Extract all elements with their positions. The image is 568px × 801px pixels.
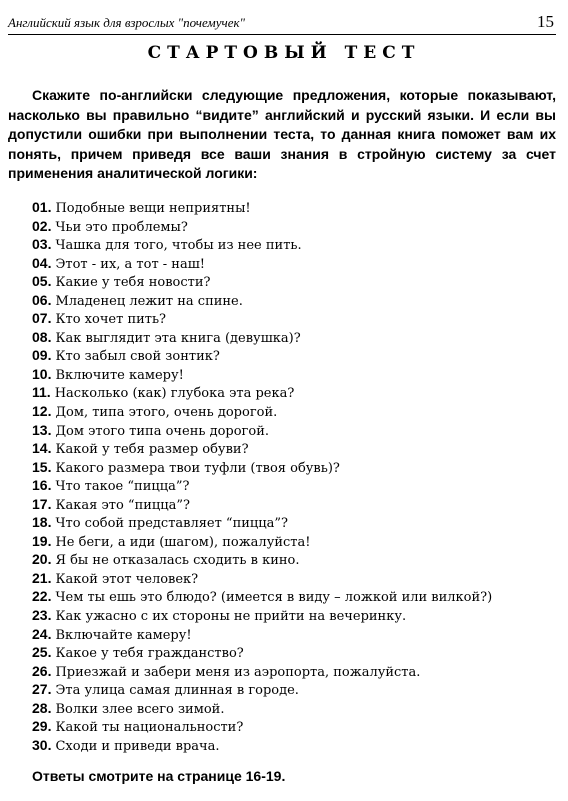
item-text: Как выглядит эта книга (девушка)? xyxy=(55,330,301,346)
list-item xyxy=(32,699,562,718)
item-text: Чьи это проблемы? xyxy=(55,219,188,235)
list-item xyxy=(32,346,562,365)
list-item xyxy=(32,458,562,477)
item-number: 05. xyxy=(32,273,52,290)
item-text: Приезжай и забери меня из аэропорта, пожалуйста. xyxy=(55,664,421,680)
list-item xyxy=(32,328,562,347)
item-number: 23. xyxy=(32,607,52,624)
item-text: Кто забыл свой зонтик? xyxy=(55,349,220,365)
item-text: Этот - их, а тот - наш! xyxy=(55,256,206,272)
intro-paragraph: Скажите по-английски следующие предложения, которые показывают, насколько вы правильно “видите” английский и русский языки. И если вы допустили ошибки при выполнении теста, то данная книга поможет вам их понять, причем приведя все ваши знания в стройную систему за счет применения аналитической логики: xyxy=(8,87,556,181)
list-item xyxy=(32,606,562,625)
page-header xyxy=(8,12,556,35)
item-number: 03. xyxy=(32,236,52,253)
list-item xyxy=(32,569,562,588)
item-text: Подобные вещи неприятны! xyxy=(55,201,251,216)
list-item xyxy=(32,439,562,458)
list-item xyxy=(32,662,562,681)
item-text: Дом этого типа очень дорогой. xyxy=(55,423,269,439)
item-text: Включите камеру! xyxy=(55,367,184,383)
list-item xyxy=(32,587,562,606)
item-number: 14. xyxy=(32,440,52,457)
list-item xyxy=(32,309,562,328)
item-number: 24. xyxy=(32,625,52,642)
item-number: 12. xyxy=(32,403,52,420)
item-number: 29. xyxy=(32,718,52,735)
item-number: 08. xyxy=(32,328,52,345)
item-number: 30. xyxy=(32,736,52,753)
item-text: Какое у тебя гражданство? xyxy=(55,646,244,662)
item-number: 21. xyxy=(32,569,52,586)
list-item xyxy=(32,625,562,644)
item-text: Сходи и приведи врача. xyxy=(55,738,220,754)
item-text: Какой у тебя размер обуви? xyxy=(55,442,249,458)
list-item xyxy=(32,513,562,532)
list-item xyxy=(32,532,562,551)
page-title: СТАРТОВЫЙ ТЕСТ xyxy=(147,43,421,63)
item-text: Какие у тебя новости? xyxy=(55,275,211,291)
list-item xyxy=(32,235,562,254)
item-number: 18. xyxy=(32,514,52,531)
page-number: 15 xyxy=(537,12,554,31)
item-text: Эта улица самая длинная в городе. xyxy=(55,683,299,699)
list-item xyxy=(32,476,562,495)
list-item xyxy=(32,717,562,736)
item-text: Какая это “пицца”? xyxy=(55,497,190,513)
item-number: 20. xyxy=(32,551,52,568)
item-number: 25. xyxy=(32,644,52,661)
item-number: 07. xyxy=(32,310,52,327)
item-text: Какой этот человек? xyxy=(55,571,199,587)
list-item xyxy=(32,680,562,699)
item-number: 10. xyxy=(32,365,52,382)
list-item xyxy=(32,217,562,236)
item-number: 28. xyxy=(32,699,52,716)
item-number: 01. xyxy=(32,199,52,215)
item-text: Что собой представляет “пицца”? xyxy=(55,516,288,532)
list-item xyxy=(32,272,562,291)
item-number: 15. xyxy=(32,458,52,475)
item-text: Какой ты национальности? xyxy=(55,720,244,736)
list-item xyxy=(32,495,562,514)
item-number: 16. xyxy=(32,477,52,494)
item-text: Не беги, а иди (шагом), пожалуйста! xyxy=(55,534,311,550)
item-text: Насколько (как) глубока эта река? xyxy=(54,386,295,402)
item-text: Я бы не отказалась сходить в кино. xyxy=(55,553,300,569)
list-item xyxy=(32,365,562,384)
item-text: Младенец лежит на спине. xyxy=(55,293,243,309)
item-number: 26. xyxy=(32,662,52,679)
item-text: Какого размера твои туфли (твоя обувь)? xyxy=(55,460,340,476)
item-number: 04. xyxy=(32,254,52,271)
item-number: 19. xyxy=(32,532,52,549)
list-item xyxy=(32,550,562,569)
item-number: 09. xyxy=(32,347,52,364)
list-item xyxy=(32,254,562,273)
list-item xyxy=(32,643,562,662)
list-item xyxy=(32,402,562,421)
item-number: 17. xyxy=(32,495,52,512)
list-item xyxy=(32,421,562,440)
item-text: Волки злее всего зимой. xyxy=(55,701,225,717)
item-text: Как ужасно с их стороны не прийти на вечеринку. xyxy=(55,609,407,625)
item-text: Дом, типа этого, очень дорогой. xyxy=(55,405,278,421)
list-item xyxy=(32,383,562,402)
list-item xyxy=(32,736,562,755)
item-text: Чашка для того, чтобы из нее пить. xyxy=(55,238,302,254)
item-text: Чем ты ешь это блюдо? (имеется в виду – ложкой или вилкой?) xyxy=(55,590,493,606)
item-text: Кто хочет пить? xyxy=(55,312,167,328)
list-item xyxy=(32,198,562,217)
list-item xyxy=(32,291,562,310)
item-text: Включайте камеру! xyxy=(55,627,192,643)
item-number: 02. xyxy=(32,217,52,234)
item-number: 22. xyxy=(32,588,52,605)
item-number: 11. xyxy=(32,384,51,401)
running-title: Английский язык для взрослых "почемучек" xyxy=(8,15,246,30)
item-text: Что такое “пицца”? xyxy=(55,479,190,495)
sentence-list xyxy=(32,198,562,754)
item-number: 06. xyxy=(32,291,52,308)
item-number: 27. xyxy=(32,681,52,698)
item-number: 13. xyxy=(32,421,52,438)
answers-note: Ответы смотрите на странице 16-19. xyxy=(32,768,286,784)
